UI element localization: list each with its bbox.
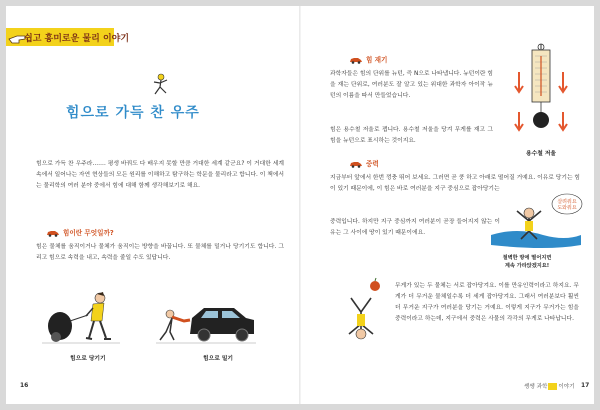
pushing-illustration [156, 288, 256, 350]
footer-series [524, 382, 575, 390]
pulling-illustration [42, 288, 122, 350]
right-page [301, 6, 594, 404]
spring-scale-illustration [511, 42, 571, 146]
universal-gravitation-paragraph: 무게가 있는 두 물체는 서로 잡아당겨요. 이를 만유인력이라고 하지요. 무게가 더 무거운 물체일수록 더 세게 잡아당겨요. 그래서 여러분보다 훨씬 더 무거운 지구가 여러분을 당기는 거예요. 이렇게 지구가 무거가는 힘을 중력이라고 하는데, 지구에서 중력은 사물의 각각의 무게로 나타납니다. [395, 283, 579, 322]
footer-logo-icon [548, 383, 557, 390]
car-icon [46, 229, 60, 237]
caption-pushing: 힘으로 밀기 [203, 356, 234, 362]
header-title: 쉽고 흥미로운 물리 이야기 [24, 34, 130, 44]
gravity-paragraph-cont: 중력입니다. 하지만 지구 중심까지 여러분이 곧장 들어지지 않는 이유는 그 사이에 땅이 있기 때문이에요. [330, 219, 500, 236]
stick-figure-icon [152, 73, 170, 97]
caption-falling-line2: 계속 가라앉겠지요! [504, 263, 550, 269]
speech-bubble-text: 살려줘요 도와줘요 [557, 199, 577, 211]
book-spread [6, 6, 594, 404]
footer-series-right: 이야기 [558, 384, 575, 390]
left-page [6, 6, 299, 404]
caption-falling-line1: 절벽한 땅에 떨어지면 [502, 255, 552, 261]
upside-down-figure-illustration [331, 276, 391, 346]
subheading-text: 힘이란 무엇일까? [63, 229, 114, 237]
subheading-text: 힘 재기 [366, 56, 388, 64]
force-paragraph: 힘은 물체를 움직이거나 물체가 움직이는 방향을 바꿉니다. 또 물체를 밀거나 당기기도 합니다. 그리고 힘으로 속력을 내고, 속력을 줄일 수도 있답니다. [36, 244, 284, 261]
caption-pulling: 힘으로 당기기 [70, 356, 106, 362]
intro-paragraph: 힘으로 가득 찬 우주라……. 평생 바꿔도 다 배우지 못할 만큼 거대한 세계 같군요? 이 거대한 세계 속에서 일어나는 자연 현상들의 모든 원리를 이해하고 탐구하는 학문을 물리라고 합니다. 이 책에서는 물리학의 여러 분야 중에서 힘에 대해 함께 생각해보기로 해요. [36, 161, 284, 189]
newton-paragraph: 과학자들은 힘의 단위를 뉴턴, 즉 N으로 나타냅니다. 뉴턴이란 힘을 재는 단위로, 여러분도 잘 알고 있는 위대한 과학자 아이작 뉴턴의 이름을 따서 만들었습니다. [330, 71, 493, 99]
subheading-what-is-force [46, 227, 114, 237]
subheading-gravity [349, 158, 379, 168]
page-title: 힘으로 가득 찬 우주 [66, 105, 200, 121]
caption-falling [477, 254, 577, 270]
car-icon [349, 56, 363, 64]
gravity-paragraph: 지금부터 앞에서 한번 껑충 뛰어 보세요. 그러면 곧 쿵 하고 아래로 떨어질 거예요. 이유로 당기는 힘이 있기 때문이에, 이 힘은 바로 여러분을 지구 중심으로 잡아당기는 [330, 175, 580, 192]
subheading-text: 중력 [366, 160, 379, 168]
footer-series-left: 쌩쌩 과학 [524, 384, 548, 390]
falling-into-hole-illustration [487, 191, 583, 253]
page-number-right: 17 [581, 382, 590, 389]
page-number-left: 16 [20, 382, 29, 389]
caption-spring-scale: 용수철 저울 [526, 151, 557, 157]
subheading-measuring-force [349, 54, 387, 64]
car-icon [349, 160, 363, 168]
spring-scale-paragraph: 힘은 용수철 저울로 잽니다. 용수철 저울을 당겨 무게를 재고 그 힘을 뉴턴으로 표시하는 것이지요. [330, 127, 493, 144]
